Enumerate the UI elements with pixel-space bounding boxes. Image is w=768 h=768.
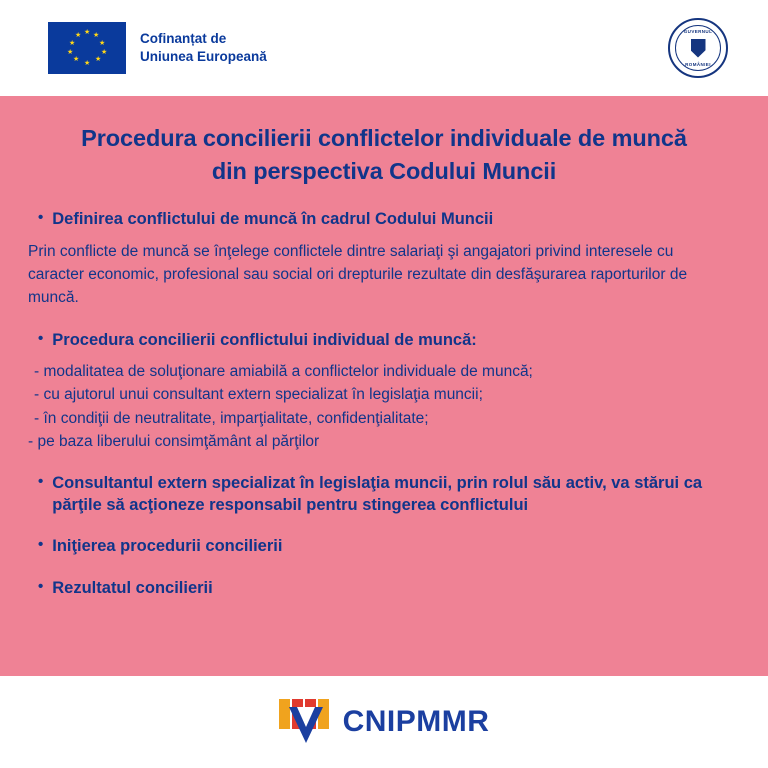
header-bar	[0, 0, 768, 96]
bullet-item-2	[38, 330, 740, 351]
bullet-dot-icon: •	[38, 208, 44, 226]
content-panel	[0, 96, 768, 676]
bullet-item-2-label: Procedura concilierii conflictului individual de muncă:	[52, 330, 477, 349]
eu-stars-icon: ★ ★ ★ ★ ★ ★ ★ ★ ★ ★	[67, 29, 108, 67]
bullet-dot-icon: •	[38, 536, 44, 554]
eu-logo-line2: Uniunea Europeană	[140, 49, 267, 64]
emblem-text-bottom: ROMÂNIEI	[685, 62, 711, 67]
bullet-item-1	[38, 209, 740, 230]
cnipmmr-logo-icon	[279, 699, 333, 745]
eu-cofinancing-logo	[48, 22, 267, 74]
emblem-inner-ring	[675, 25, 721, 71]
bullet-item-4	[38, 536, 740, 557]
slide-title-line2: din perspectiva Codului Muncii	[211, 158, 557, 185]
list-item: - pe baza liberului consimţământ al părţilor	[28, 432, 320, 450]
slide-title	[28, 122, 740, 189]
footer-bar	[0, 676, 768, 768]
slide-title-line1: Procedura concilierii conflictelor individuale de muncă	[81, 125, 687, 151]
list-item: - modalitatea de soluţionare amiabilă a conflictelor individuale de muncă;	[34, 362, 533, 380]
bullet-item-5-label: Rezultatul concilierii	[52, 578, 213, 597]
bullet-item-3-label: Consultantul extern specializat în legislaţia muncii, prin rolul său activ, va stărui ca părţile să acţioneze responsabil pentru stingerea conflictului	[52, 474, 703, 514]
bullet-dot-icon: •	[38, 577, 44, 595]
list-item: - în condiţii de neutralitate, imparţialitate, confidenţialitate;	[34, 409, 429, 427]
eu-logo-line1: Cofinanțat de	[140, 30, 227, 46]
bullet-item-3	[38, 473, 740, 516]
eu-flag-icon	[48, 22, 126, 74]
bullet-item-1-label: Definirea conflictului de muncă în cadrul Codului Muncii	[52, 209, 494, 228]
dash-list	[28, 361, 740, 453]
bullet-item-5	[38, 578, 740, 599]
romanian-government-emblem-icon	[668, 18, 728, 78]
bullet-item-4-label: Iniţierea procedurii concilierii	[52, 537, 283, 556]
logo-chevron-inner	[297, 707, 315, 727]
emblem-text-top: GUVERNUL	[683, 29, 713, 34]
bullet-dot-icon: •	[38, 329, 44, 347]
emblem-crest-shape	[691, 39, 706, 58]
bullet-dot-icon: •	[38, 473, 44, 491]
paragraph-definition: Prin conflicte de muncă se înţelege conflictele dintre salariaţi şi angajatori privind interesele cu caracter economic, profesional sau social ori drepturile rezultate din desfăşurarea raporturilor de muncă.	[28, 243, 688, 306]
list-item: - cu ajutorul unui consultant extern specializat în legislaţia muncii;	[34, 386, 483, 404]
eu-logo-text	[140, 30, 267, 66]
organization-name: CNIPMMR	[342, 705, 490, 738]
